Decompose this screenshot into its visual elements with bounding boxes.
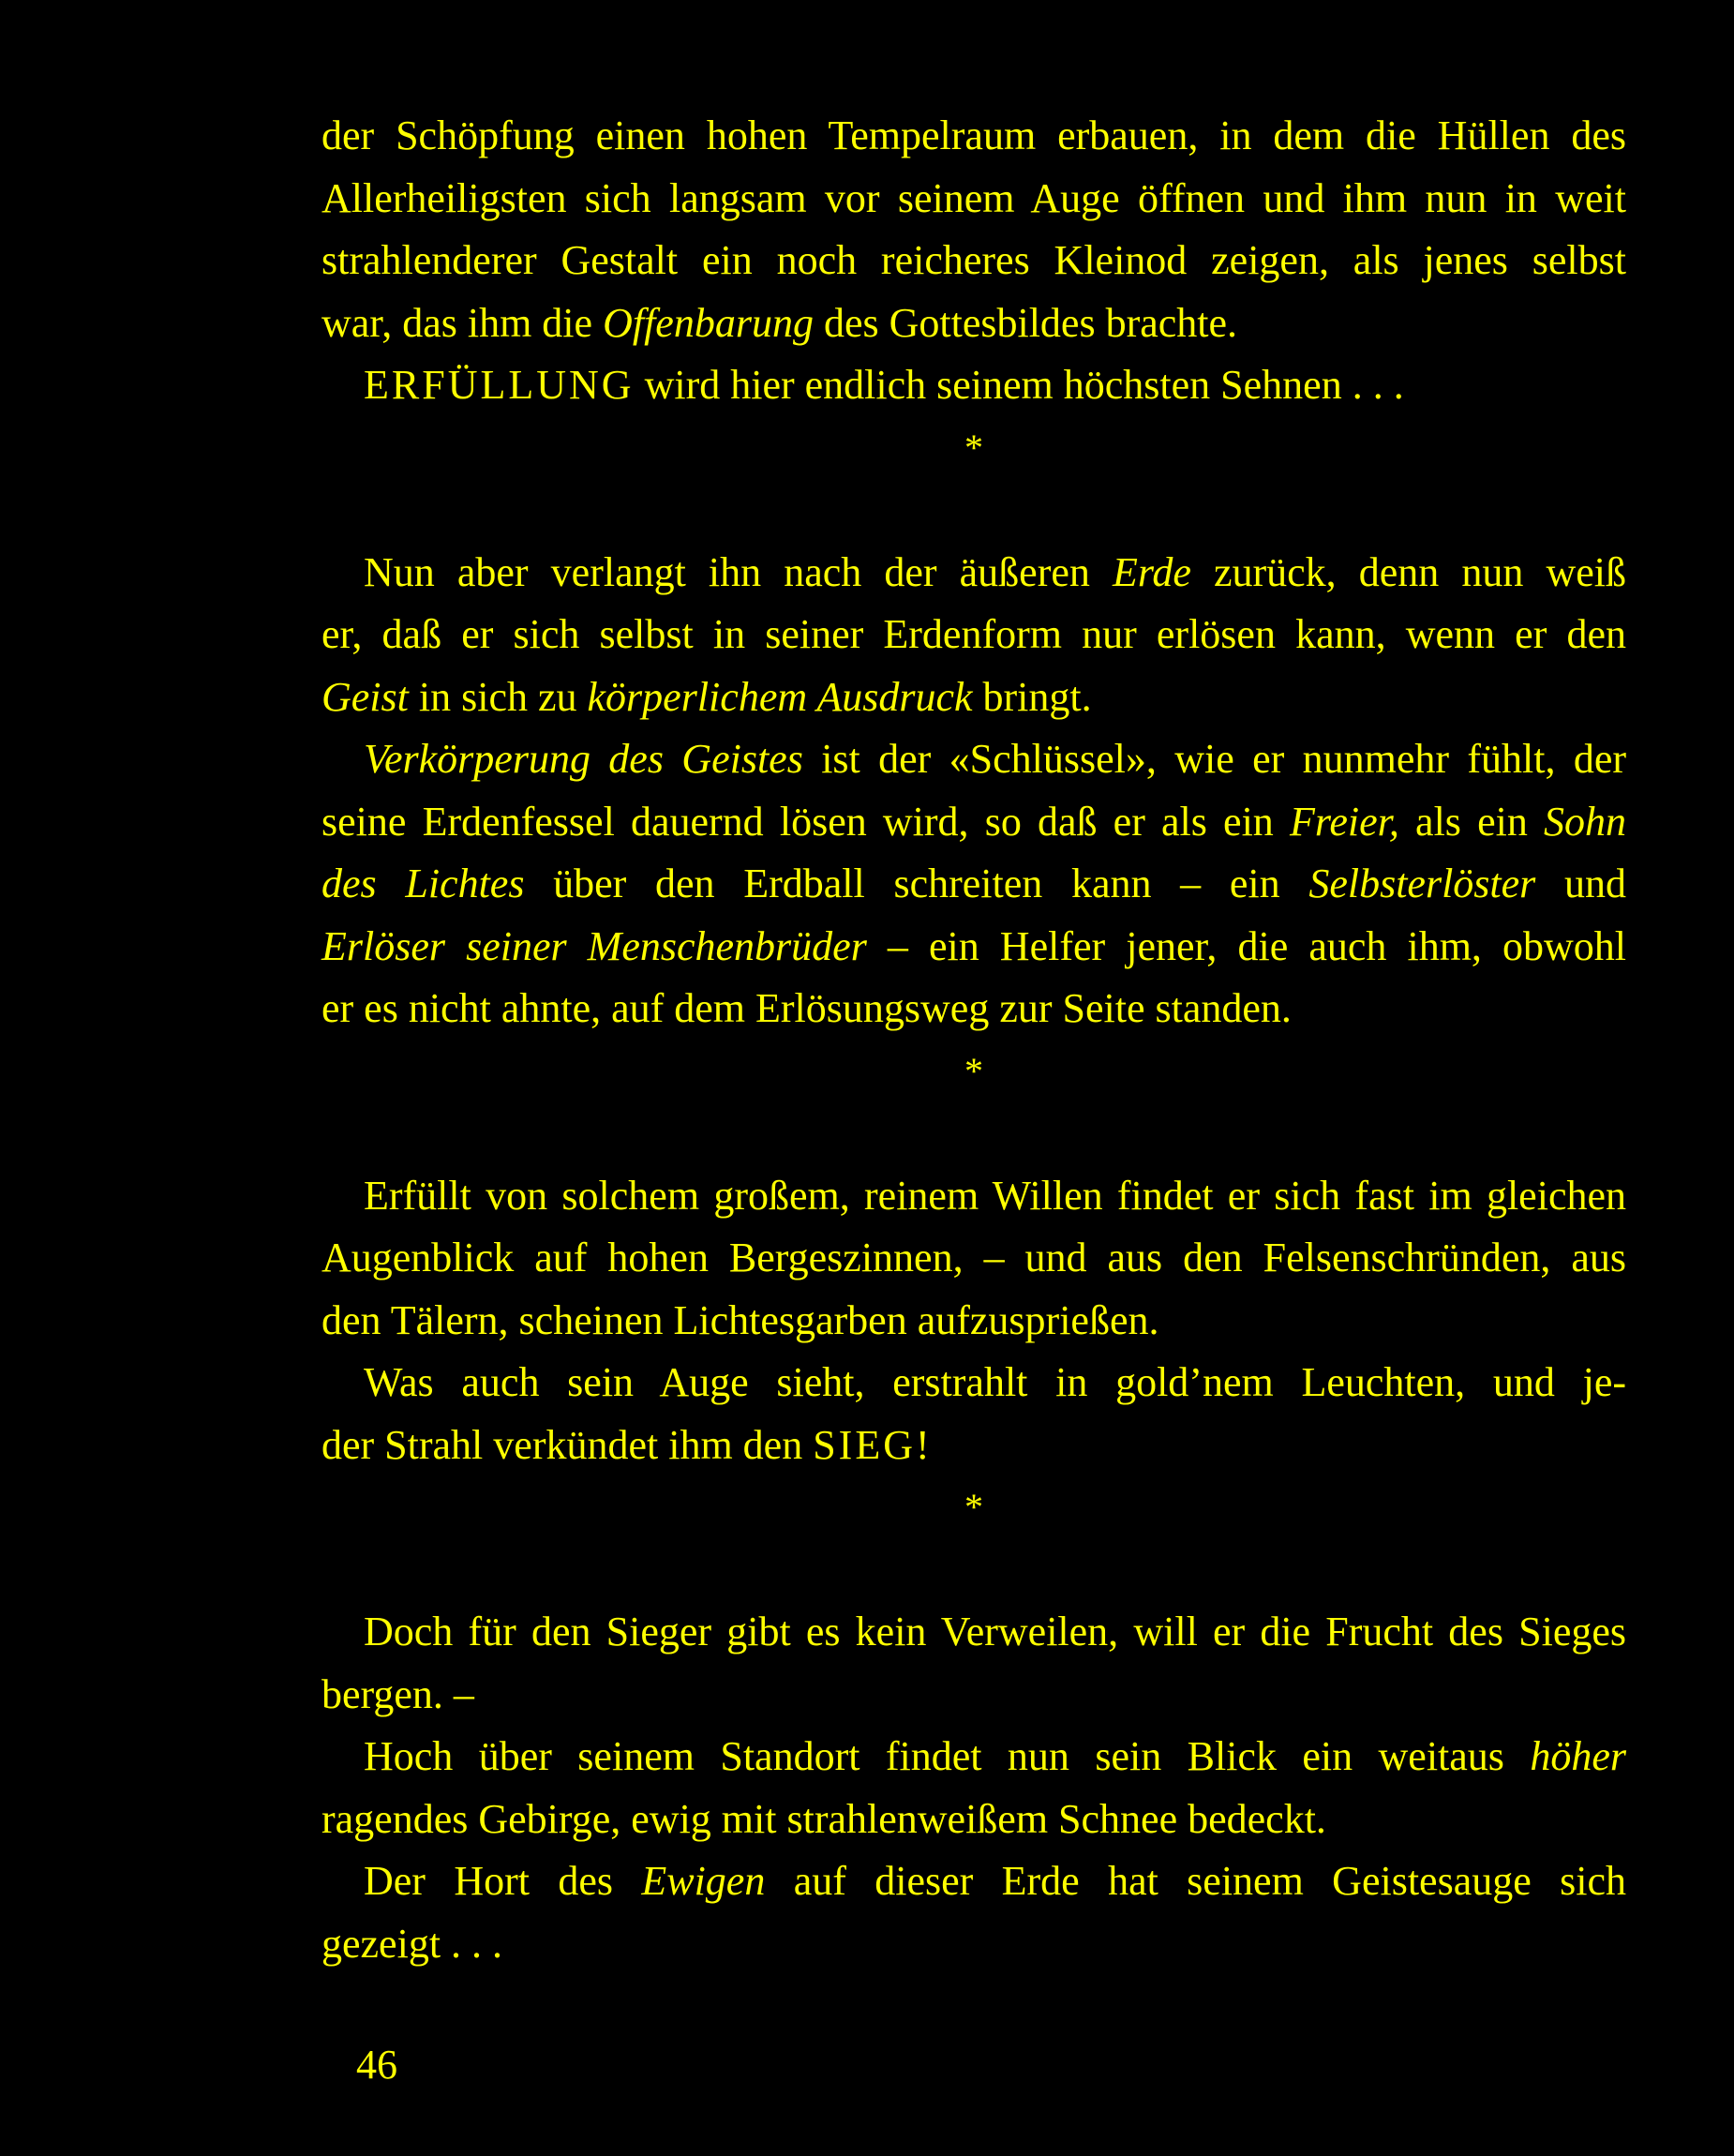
emphasis-sohn: Sohn xyxy=(1544,798,1626,845)
text-run: der Strahl verkündet ihm den xyxy=(321,1421,814,1468)
text-run: zurück, denn nun weiß xyxy=(1190,548,1626,595)
paragraph-3 xyxy=(321,542,1626,729)
text-run: Nun aber verlangt ihn nach der äußeren xyxy=(364,548,1113,595)
text-run: seine Erdenfessel dauernd lösen wird, so daß er als ein xyxy=(321,798,1290,845)
text-run: als ein xyxy=(1398,798,1544,845)
text-run: bringt. xyxy=(972,673,1092,720)
paragraph-9 xyxy=(321,1850,1626,1975)
spacer xyxy=(321,1102,1626,1165)
emphasis-ewigen: Ewigen xyxy=(641,1858,766,1904)
emphasis-freier: Freier, xyxy=(1289,798,1399,845)
section-separator-star: * xyxy=(964,1049,983,1092)
text-line xyxy=(321,292,1626,355)
caps-sieg: SIEG! xyxy=(813,1421,933,1468)
text-run: – ein Helfer jener, die auch ihm, obwohl xyxy=(866,922,1626,969)
text-run: des Gottesbildes brachte. xyxy=(813,299,1238,346)
text-line: Doch für den Sieger gibt es kein Verweilen, will er die Frucht des Sieges xyxy=(364,1609,1626,1654)
emphasis-des-lichtes: des Lichtes xyxy=(321,861,525,906)
text-run: und xyxy=(1535,861,1626,906)
text-line xyxy=(321,728,1626,791)
text-line: er es nicht ahnte, auf dem Erlösungsweg zur Seite standen. xyxy=(321,985,1292,1031)
text-line xyxy=(321,666,1626,729)
text-run: war, das ihm die xyxy=(321,299,604,346)
emphasis-selbsterloester: Selbsterlöster xyxy=(1308,861,1536,906)
text-line: ragendes Gebirge, ewig mit strahlenweißem Schnee bedeckt. xyxy=(321,1795,1326,1842)
page-number: 46 xyxy=(356,2042,397,2088)
emphasis-geist: Geist xyxy=(321,673,409,720)
paragraph-7 xyxy=(321,1601,1626,1726)
emphasis-erde: Erde xyxy=(1112,548,1191,595)
spacer xyxy=(321,479,1626,542)
spacer xyxy=(321,1539,1626,1602)
section-separator-star: * xyxy=(964,426,983,469)
text-line xyxy=(321,791,1626,854)
text-line: strahlenderer Gestalt ein noch reicheres Kleinod zeigen, als jenes selbst xyxy=(321,237,1626,283)
emphasis-koerperlichem-ausdruck: körperlichem Ausdruck xyxy=(587,673,973,720)
text-run: auf dieser Erde hat seinem Geistesauge sich xyxy=(765,1858,1626,1904)
emphasis-erloeser: Erlöser seiner Menschenbrüder xyxy=(321,922,867,969)
text-line xyxy=(321,853,1626,916)
text-line: den Tälern, scheinen Lichtesgarben aufzusprießen. xyxy=(321,1296,1159,1343)
text-line: Allerheiligsten sich langsam vor seinem Auge öffnen und ihm nun in weit xyxy=(321,174,1626,221)
page-body xyxy=(321,105,1626,1975)
emphasis-offenbarung: Offenbarung xyxy=(603,299,814,346)
text-run: über den Erdball schreiten kann – ein xyxy=(524,861,1309,906)
text-line xyxy=(321,1726,1626,1789)
paragraph-2 xyxy=(321,354,1626,417)
text-run: wird hier endlich seinem höchsten Sehnen . . . xyxy=(634,362,1404,408)
paragraph-6 xyxy=(321,1352,1626,1476)
text-line: gezeigt . . . xyxy=(321,1920,503,1967)
text-line: bergen. – xyxy=(321,1670,474,1717)
text-line: Was auch sein Auge sieht, erstrahlt in gold’nem Leuchten, und je- xyxy=(364,1359,1626,1405)
text-line: Augenblick auf hohen Bergeszinnen, – und aus den Felsenschründen, aus xyxy=(321,1235,1626,1280)
paragraph-1 xyxy=(321,105,1626,354)
text-line: der Schöpfung einen hohen Tempelraum erbauen, in dem die Hüllen des xyxy=(321,112,1626,158)
text-line xyxy=(321,542,1626,605)
text-line: er, daß er sich selbst in seiner Erdenform nur erlösen kann, wenn er den xyxy=(321,611,1626,657)
paragraph-4 xyxy=(321,728,1626,1041)
text-line xyxy=(321,916,1626,979)
text-run: ist der «Schlüssel», wie er nunmehr fühlt, der xyxy=(802,736,1626,782)
paragraph-8 xyxy=(321,1726,1626,1850)
text-line: Erfüllt von solchem großem, reinem Willen findet er sich fast im gleichen xyxy=(364,1172,1626,1219)
paragraph-5 xyxy=(321,1165,1626,1353)
caps-erfuellung: ERFÜLLUNG xyxy=(364,362,635,408)
section-separator-star: * xyxy=(964,1486,983,1528)
emphasis-hoeher: höher xyxy=(1530,1733,1626,1779)
text-run: Hoch über seinem Standort findet nun sein Blick ein weitaus xyxy=(364,1733,1531,1779)
text-line xyxy=(321,1850,1626,1913)
text-run: in sich zu xyxy=(408,673,588,720)
emphasis-verkoerperung: Verkörperung des Geistes xyxy=(364,736,803,782)
text-line xyxy=(321,1415,1626,1477)
text-line xyxy=(321,354,1626,417)
text-run: Der Hort des xyxy=(364,1858,642,1904)
